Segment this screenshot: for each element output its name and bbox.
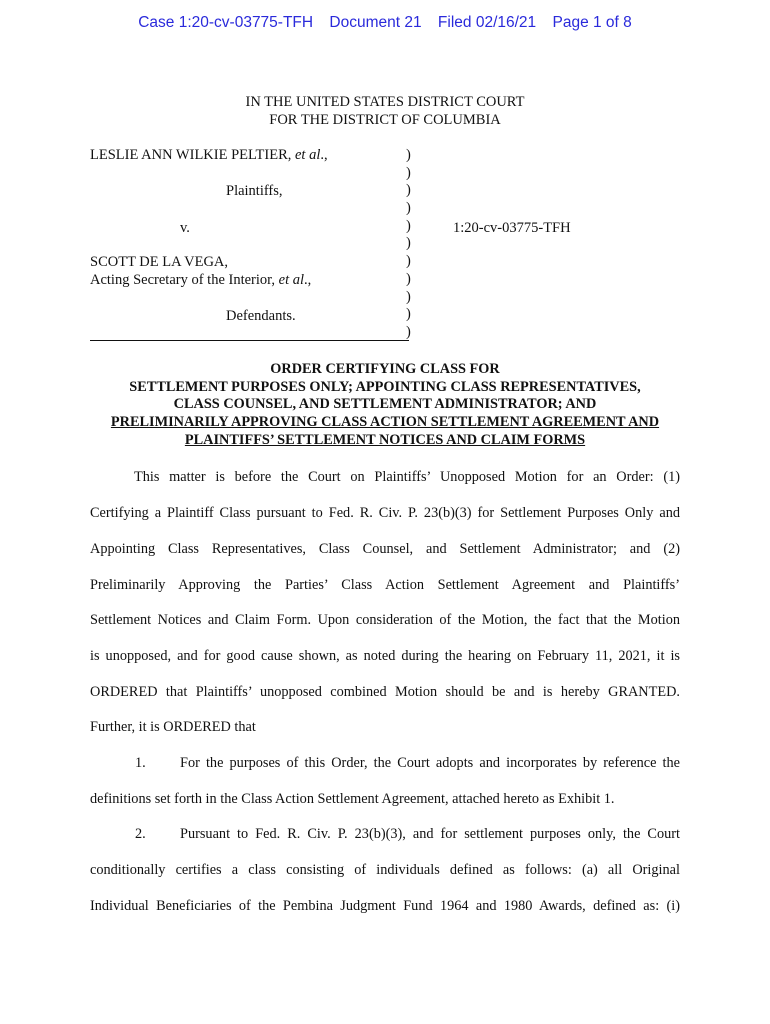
title-line-1: ORDER CERTIFYING CLASS FOR <box>270 361 500 377</box>
title-line-3: CLASS COUNSEL, AND SETTLEMENT ADMINISTRATOR; AND <box>173 396 597 413</box>
body-line: conditionally certifies a class consisting of individuals defined as follows: (a) all Original <box>90 862 680 878</box>
caption-parens: ) ) ) ) ) ) ) ) ) ) ) <box>406 147 411 340</box>
court-heading <box>0 94 770 129</box>
defendants-label: Defendants. <box>226 308 296 324</box>
caption-rule <box>90 340 409 341</box>
item-number: 1. <box>135 755 146 771</box>
item-number: 2. <box>135 826 146 842</box>
plaintiffs-label: Plaintiffs, <box>226 183 283 199</box>
case-number: 1:20-cv-03775-TFH <box>453 220 571 236</box>
document-number: Document 21 <box>329 14 422 31</box>
body-line: This matter is before the Court on Plaintiffs’ Unopposed Motion for an Order: (1) <box>134 469 680 485</box>
defendant-title: Acting Secretary of the Interior, et al., <box>90 272 312 288</box>
title-line-5: PLAINTIFFS’ SETTLEMENT NOTICES AND CLAIM FORMS <box>184 431 586 448</box>
body-line: Individual Beneficiaries of the Pembina Judgment Fund 1964 and 1980 Awards, defined as: (i) <box>90 898 680 914</box>
title-line-4: PRELIMINARILY APPROVING CLASS ACTION SETTLEMENT AGREEMENT AND <box>110 414 660 431</box>
body-line: Appointing Class Representatives, Class Counsel, and Settlement Administrator; and (2) <box>90 541 680 557</box>
body-line: definitions set forth in the Class Action Settlement Agreement, attached hereto as Exhibit 1. <box>90 791 615 807</box>
body-line: For the purposes of this Order, the Court adopts and incorporates by reference the <box>180 755 680 771</box>
versus: v. <box>180 220 190 236</box>
page-indicator: Page 1 of 8 <box>552 14 632 31</box>
body-line: ORDERED that Plaintiffs’ unopposed combined Motion should be and is hereby GRANTED. <box>90 684 680 700</box>
body-line: Preliminarily Approving the Parties’ Class Action Settlement Agreement and Plaintiffs’ <box>90 577 680 593</box>
defendant-name: SCOTT DE LA VEGA, <box>90 254 229 270</box>
filed-date: Filed 02/16/21 <box>437 14 537 31</box>
body-line: Further, it is ORDERED that <box>90 719 256 735</box>
body-line: Pursuant to Fed. R. Civ. P. 23(b)(3), and for settlement purposes only, the Court <box>180 826 680 842</box>
title-line-2: SETTLEMENT PURPOSES ONLY; APPOINTING CLASS REPRESENTATIVES, <box>129 378 641 395</box>
case-number-header: Case 1:20-cv-03775-TFH <box>138 14 314 31</box>
body-line: Certifying a Plaintiff Class pursuant to Fed. R. Civ. P. 23(b)(3) for Settlement Purposes Only and <box>90 505 680 521</box>
order-title <box>0 361 770 450</box>
body-line: Settlement Notices and Claim Form. Upon consideration of the Motion, the fact that the Motion <box>90 612 680 628</box>
body-line: is unopposed, and for good cause shown, as noted during the hearing on February 11, 2021, it is <box>90 648 680 664</box>
court-line-2: FOR THE DISTRICT OF COLUMBIA <box>269 111 501 128</box>
plaintiff-name: LESLIE ANN WILKIE PELTIER, et al., <box>90 147 328 163</box>
ecf-header <box>0 14 770 32</box>
court-line-1: IN THE UNITED STATES DISTRICT COURT <box>245 94 525 110</box>
